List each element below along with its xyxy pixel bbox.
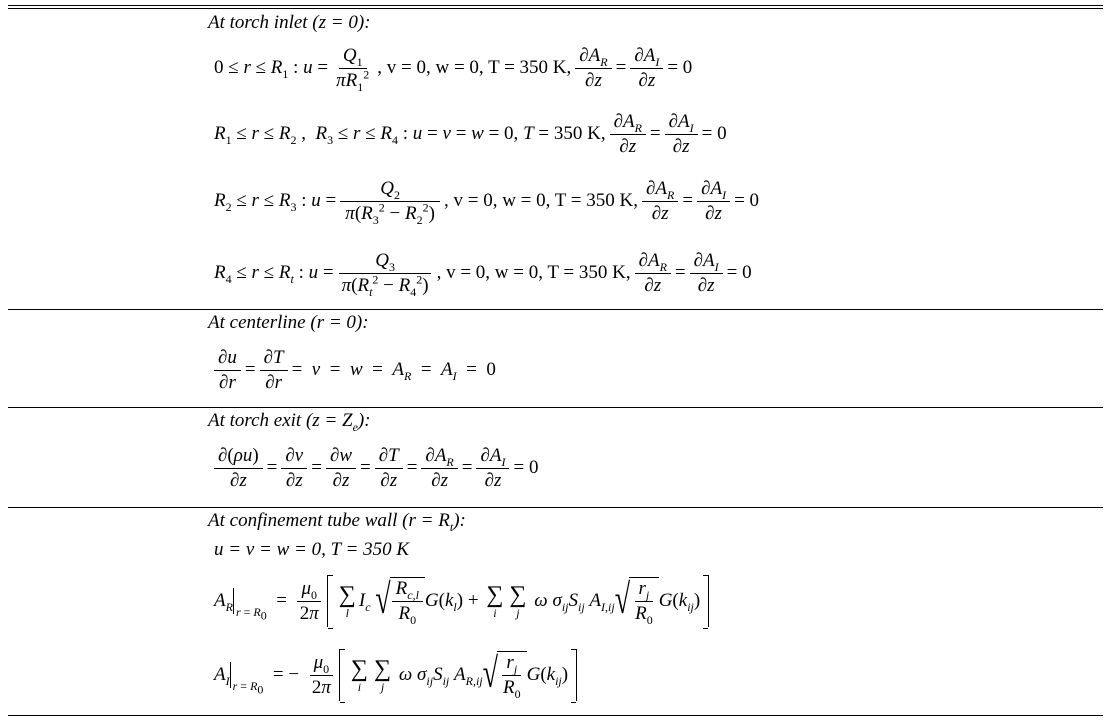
- wall-AR-bc: $A_R$ $r = R_0$ = $\frac{\mu_0}{2\pi}$ ∑ l $I_c$ √ $\frac{R_{c,l}}{R_0}$ $G(k_l)$ + ∑ i ∑ j ω $\sigma_{ij}S_{ij}$ $A_{I,ij}$ √ $\frac{r_j}{R_0}$ $G(k_{ij})$: [214, 568, 709, 634]
- fraction: $\frac{\partial A_R}{\partial z}$: [421, 445, 457, 492]
- fraction: $\frac{\partial w}{\partial z}$: [326, 445, 356, 492]
- header-subscript: t: [449, 519, 454, 534]
- fraction: $\frac{\partial u}{\partial r}$: [214, 347, 241, 394]
- sum: ∑ i: [486, 582, 504, 620]
- square-root: √ $\frac{R_{c,l}}{R_0}$: [375, 577, 425, 625]
- header-text: At confinement tube wall (: [208, 510, 409, 531]
- fraction: $\frac{\partial A_R}{\partial z}$: [610, 111, 646, 158]
- table-top-rule: [8, 5, 1103, 6]
- inlet-bc-wall-gaps: $R_1 \le r \le R_2$ , $R_3 \le r \le R_4$ : u = v = w = 0, T = 350 K, $\frac{\partial A_R}{\partial z}$ = $\frac{\partial A_I}{\partial z}$ = 0: [214, 110, 727, 157]
- bc-common-text: , v = 0, w = 0, T = 350 K,: [443, 190, 638, 211]
- header-var: z: [312, 410, 320, 431]
- bc-common-text: , v = 0, w = 0, T = 350 K,: [436, 262, 631, 283]
- inlet-bc-annulus-2: $R_2 \le r \le R_3$ : u = $\frac{Q_2}{\pi(R_3^2 - R_2^2)}$ , v = 0, w = 0, T = 350 K, $\frac{\partial A_R}{\partial z}$ = $\frac{\partial A_I}{\partial z}$ = 0: [214, 177, 760, 227]
- header-var: r: [316, 312, 325, 333]
- fraction: $\frac{Q_3}{\pi(R_t^2 - R_4^2)}$: [338, 250, 433, 297]
- fraction: $\frac{\partial(\rho u)}{\partial z}$: [214, 445, 263, 492]
- fraction: $\frac{\partial A_I}{\partial z}$: [476, 445, 509, 492]
- zero-text: = 0: [734, 190, 760, 211]
- sum: ∑ i: [350, 656, 368, 694]
- square-root: √ $\frac{r_j}{R_0}$: [483, 651, 527, 699]
- centerline-bc: $\frac{\partial u}{\partial r}$ = $\frac{\partial T}{\partial r}$ = $v = w = A_R = A_I = 0$: [214, 344, 496, 396]
- header-text: = 0):: [326, 12, 371, 33]
- section-header-torch-exit: [208, 410, 371, 432]
- square-root: √ $\frac{r_j}{R_0}$: [615, 577, 659, 625]
- section-header-tube-wall: [208, 510, 466, 532]
- header-text: = Z: [319, 410, 353, 431]
- fraction: $\frac{\partial A_R}{\partial z}$: [642, 178, 678, 225]
- wall-velocity-text: u = v = w = 0, T = 350 K: [214, 539, 410, 560]
- zero-text: = 0: [667, 57, 693, 78]
- header-text: At torch exit (: [208, 410, 313, 431]
- wall-AI-bc: $A_I$ $r = R_0$ = − $\frac{\mu_0}{2\pi}$ ∑ i ∑ j ω $\sigma_{ij}S_{ij}$ $A_{R,ij}$ √ $\frac{r_j}{R_0}$ $G(k_{ij})$: [214, 642, 577, 708]
- square-bracket: ∑ i ∑ j ω $\sigma_{ij}S_{ij}$ $A_{R,ij}$ √ $\frac{r_j}{R_0}$ $G(k_{ij})$: [339, 649, 577, 701]
- header-text: At torch inlet (: [208, 12, 319, 33]
- header-var: r: [408, 510, 416, 531]
- header-text: = 0):: [324, 312, 369, 333]
- fraction: $\frac{\partial v}{\partial z}$: [281, 445, 307, 492]
- exit-bc: $\frac{\partial(\rho u)}{\partial z}$ = $\frac{\partial v}{\partial z}$ = $\frac{\partial w}{\partial z}$ = $\frac{\partial T}{\partial z}$ = $\frac{\partial A_R}{\partial z}$ = $\frac{\partial A_I}{\partial z}$ = 0: [214, 442, 538, 494]
- section-header-torch-inlet: [208, 12, 371, 34]
- header-text: At centerline (: [208, 312, 317, 333]
- fraction: $\frac{\partial A_I}{\partial z}$: [630, 45, 663, 92]
- header-text: = R: [415, 510, 450, 531]
- table-bottom-rule: [8, 715, 1103, 716]
- fraction: $\frac{\partial A_R}{\partial z}$: [635, 250, 671, 297]
- zero-text: = 0: [513, 457, 539, 478]
- fraction: $\frac{\mu_0}{2\pi}$: [296, 578, 323, 625]
- section-divider: [8, 507, 1103, 508]
- inlet-bc-annulus-3: $R_4 \le r \le R_t$ : u = $\frac{Q_3}{\pi(R_t^2 - R_4^2)}$ , v = 0, w = 0, T = 350 K, $\frac{\partial A_R}{\partial z}$ = $\frac{\partial A_I}{\partial z}$ = 0: [214, 249, 752, 299]
- fraction: $\frac{Q_1}{\pi R_1^2}$: [336, 44, 370, 94]
- fraction: $\frac{\partial T}{\partial r}$: [260, 347, 288, 394]
- square-bracket: ∑ l $I_c$ √ $\frac{R_{c,l}}{R_0}$ $G(k_l)$ + ∑ i ∑ j ω $\sigma_{ij}S_{ij}$ $A_{I,ij}$ √ $\frac{r_j}{R_0}$ $G(k_{ij})$: [327, 575, 709, 627]
- sum: ∑ j: [373, 656, 392, 694]
- zero-text: = 0: [726, 262, 752, 283]
- header-text: ):: [453, 510, 466, 531]
- inlet-bc-core: $0 \le r \le R_1$ : u = $\frac{Q_1}{\pi R_1^2}$ , v = 0, w = 0, T = 350 K, $\frac{\partial A_R}{\partial z}$ = $\frac{\partial A_I}{\partial z}$ = 0: [214, 44, 693, 94]
- header-subscript: e: [352, 419, 358, 434]
- fraction: $\frac{\partial A_I}{\partial z}$: [697, 178, 730, 225]
- section-header-centerline: [208, 312, 369, 334]
- bc-common-text: , v = 0, w = 0, T = 350 K,: [377, 57, 572, 78]
- header-text: ):: [357, 410, 371, 431]
- section-divider: [8, 407, 1103, 408]
- zero-text: = 0: [701, 123, 727, 144]
- fraction: $\frac{\partial A_I}{\partial z}$: [690, 250, 723, 297]
- section-divider: [8, 309, 1103, 310]
- fraction: $\frac{Q_2}{\pi(R_3^2 - R_2^2)}$: [340, 178, 440, 225]
- fraction: $\frac{\partial A_R}{\partial z}$: [575, 45, 611, 92]
- fraction: $\frac{\mu_0}{2\pi}$: [308, 652, 335, 699]
- fraction: $\frac{\partial T}{\partial z}$: [375, 445, 403, 492]
- header-var: z: [318, 12, 327, 33]
- sum: ∑ l: [338, 582, 356, 620]
- fraction: $\frac{\partial A_I}{\partial z}$: [665, 111, 698, 158]
- wall-velocity-bc: [214, 538, 409, 562]
- table-top-rule-2: [8, 8, 1103, 9]
- sum: ∑ j: [509, 582, 527, 620]
